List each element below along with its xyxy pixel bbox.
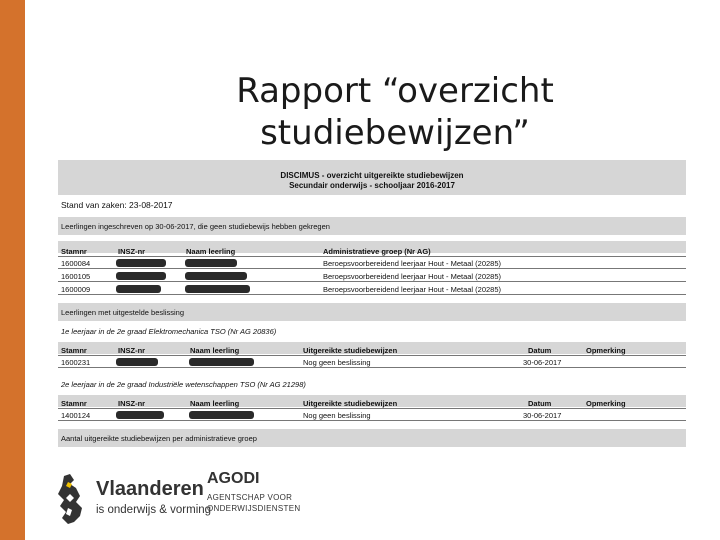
vlaanderen-name: Vlaanderen [96,478,204,500]
column-header: Naam leerling [190,346,240,355]
table-row [58,356,686,368]
stamnr-cell: 1600231 [61,358,91,367]
section-no-certificate-header [58,217,686,235]
report-date: Stand van zaken: 23-08-2017 [61,200,173,210]
group-title: 1e leerjaar in de 2e graad Elektromechanica TSO (Nr AG 20836) [61,327,277,336]
column-header: Datum [528,399,552,408]
agodi-logo [207,470,317,514]
column-header: Datum [528,346,552,355]
column-header: Naam leerling [190,399,240,408]
agodi-name: AGODI [207,470,260,487]
stamnr-cell: 1600105 [61,272,91,281]
slide-title [200,70,590,154]
group-cell: Beroepsvoorbereidend leerjaar Hout - Metaal (20285) [323,272,502,281]
vlaanderen-tagline: is onderwijs & vorming [96,504,212,516]
column-header: Uitgereikte studiebewijzen [303,346,398,355]
table-row [58,409,686,421]
stamnr-cell: 1600009 [61,285,91,294]
certificate-cell: Nog geen beslissing [303,358,371,367]
certificate-cell: Nog geen beslissing [303,411,371,420]
group-cell: Beroepsvoorbereidend leerjaar Hout - Metaal (20285) [323,259,502,268]
report-subtitle: Secundair onderwijs - schooljaar 2016-2017 [289,181,455,190]
redacted-insz [116,272,166,280]
section-count-header [58,429,686,447]
column-header: Naam leerling [186,247,236,256]
table-row [58,270,686,282]
column-header: Uitgereikte studiebewijzen [303,399,398,408]
stamnr-cell: 1400124 [61,411,91,420]
redacted-insz [116,259,166,267]
section-postponed-header [58,303,686,321]
report-screenshot [58,160,686,458]
date-cell: 30-06-2017 [523,358,562,367]
section-postponed-label: Leerlingen met uitgestelde beslissing [61,308,184,317]
column-header: INSZ-nr [118,247,146,256]
side-accent-bar [0,0,25,540]
redacted-name [189,411,254,419]
agodi-line-2: ONDERWIJSDIENSTEN [207,504,301,513]
column-header: Stamnr [61,346,87,355]
column-header: Opmerking [586,399,626,408]
section-no-certificate-label: Leerlingen ingeschreven op 30-06-2017, die geen studiebewijs hebben gekregen [61,222,330,231]
column-header: INSZ-nr [118,399,146,408]
column-header: Administratieve groep (Nr AG) [323,247,431,256]
section-count-label: Aantal uitgereikte studiebewijzen per administratieve groep [61,434,257,443]
redacted-name [189,358,254,366]
redacted-name [185,259,237,267]
column-header: Stamnr [61,399,87,408]
column-header: INSZ-nr [118,346,146,355]
agodi-line-1: AGENTSCHAP VOOR [207,493,293,502]
redacted-insz [116,358,158,366]
lion-icon [50,472,90,526]
vlaanderen-logo [50,472,225,528]
redacted-insz [116,285,161,293]
table-row [58,257,686,269]
slide-title-line-1: Rapport “overzicht [236,71,554,111]
table-row [58,283,686,295]
report-header [58,160,686,195]
table-header-row [58,397,686,409]
date-cell: 30-06-2017 [523,411,562,420]
redacted-insz [116,411,164,419]
group-cell: Beroepsvoorbereidend leerjaar Hout - Metaal (20285) [323,285,502,294]
report-title: DISCIMUS - overzicht uitgereikte studiebewijzen [280,171,464,180]
column-header: Stamnr [61,247,87,256]
slide-title-line-2: studiebewijzen” [260,113,530,153]
redacted-name [185,272,247,280]
redacted-name [185,285,250,293]
column-header: Opmerking [586,346,626,355]
group-title: 2e leerjaar in de 2e graad Industriële wetenschappen TSO (Nr AG 21298) [61,380,306,389]
table-header-row [58,245,686,257]
stamnr-cell: 1600084 [61,259,91,268]
table-header-row [58,344,686,356]
